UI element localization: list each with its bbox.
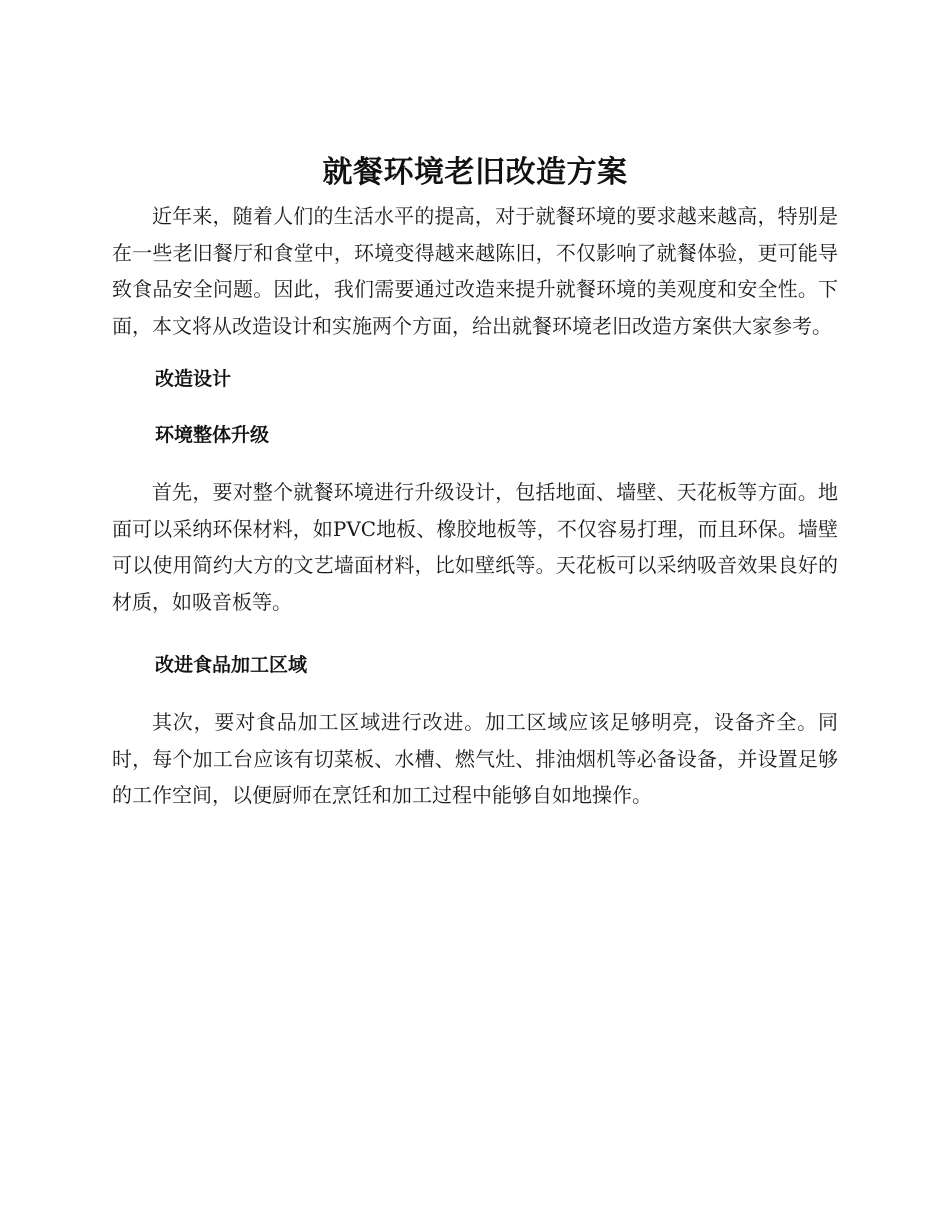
- section-heading-design: 改造设计: [155, 368, 232, 390]
- subsection-heading-food-processing: 改进食品加工区域: [155, 654, 308, 676]
- food-processing-paragraph: 其次，要对食品加工区域进行改进。加工区域应该足够明亮，设备齐全。同时，每个加工台应该有切菜板、水槽、燃气灶、排油烟机等必备设备，并设置足够的工作空间，以便厨师在烹饪和加工过程中能够自如地操作。: [112, 710, 838, 807]
- intro-paragraph: 近年来，随着人们的生活水平的提高，对于就餐环境的要求越来越高，特别是在一些老旧餐厅和食堂中，环境变得越来越陈旧，不仅影响了就餐体验，更可能导致食品安全问题。因此，我们需要通过改造来提升就餐环境的美观度和安全性。下面，本文将从改造设计和实施两个方面，给出就餐环境老旧改造方案供大家参考。: [112, 204, 838, 338]
- subsection-heading-environment: 环境整体升级: [155, 424, 270, 446]
- document-title: 就餐环境老旧改造方案: [322, 155, 628, 190]
- document-page: [112, 150, 838, 814]
- environment-paragraph: 首先，要对整个就餐环境进行升级设计，包括地面、墙壁、天花板等方面。地面可以采纳环保材料，如PVC地板、橡胶地板等，不仅容易打理，而且环保。墙壁可以使用简约大方的文艺墙面材料，比如壁纸等。天花板可以采纳吸音效果良好的材质，如吸音板等。: [112, 480, 838, 614]
